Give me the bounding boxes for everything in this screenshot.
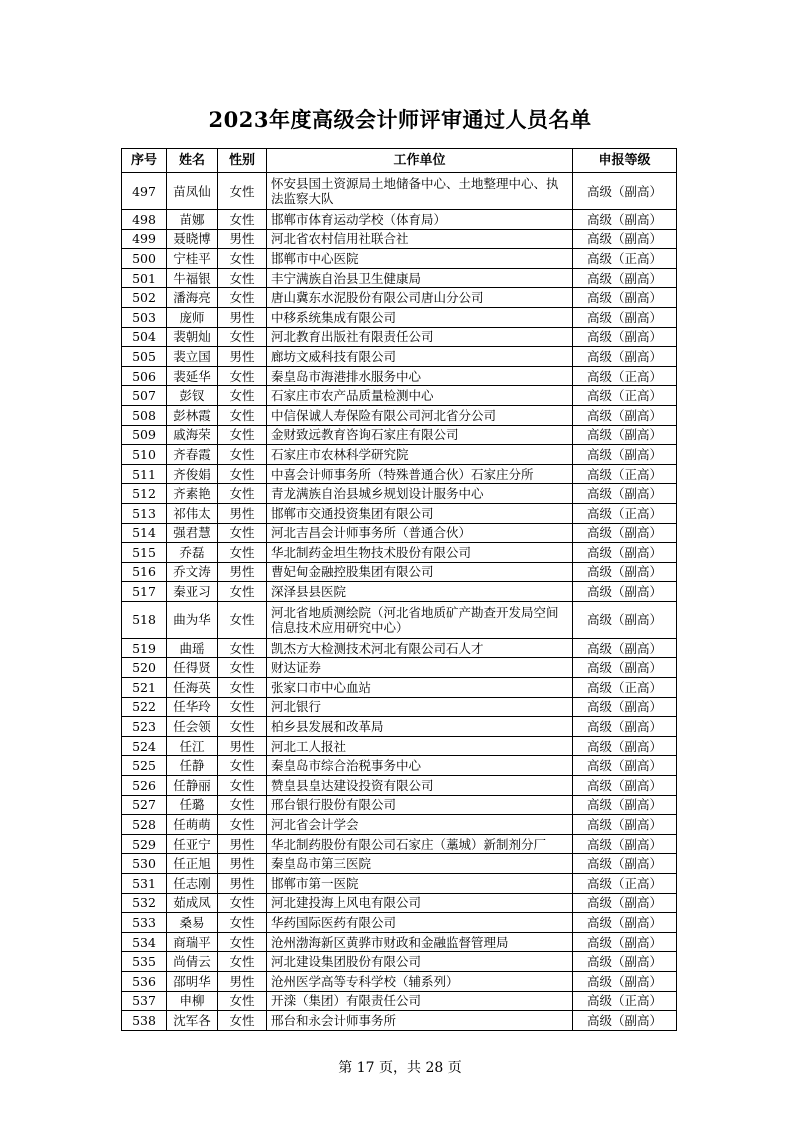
cell-gender: 女性: [218, 658, 267, 678]
table-row: [122, 249, 677, 269]
table-row: [122, 678, 677, 698]
cell-gender: 女性: [218, 756, 267, 776]
cell-application-level: 高级（正高）: [573, 874, 677, 894]
cell-work-unit: 石家庄市农产品质量检测中心: [267, 386, 573, 406]
cell-application-level: 高级（副高）: [573, 913, 677, 933]
cell-application-level: 高级（副高）: [573, 582, 677, 602]
cell-gender: 女性: [218, 582, 267, 602]
cell-serial-number: 504: [122, 327, 167, 347]
cell-work-unit: 邢台银行股份有限公司: [267, 795, 573, 815]
cell-name: 尚倩云: [167, 952, 218, 972]
cell-serial-number: 534: [122, 932, 167, 952]
cell-name: 申柳: [167, 991, 218, 1011]
cell-name: 裴立国: [167, 347, 218, 367]
table-row: [122, 425, 677, 445]
cell-work-unit: 河北省农村信用社联合社: [267, 229, 573, 249]
table-row: [122, 347, 677, 367]
cell-serial-number: 507: [122, 386, 167, 406]
cell-work-unit: 怀安县国土资源局土地储备中心、土地整理中心、执法监察大队: [267, 173, 573, 210]
cell-serial-number: 527: [122, 795, 167, 815]
cell-work-unit: 河北省会计学会: [267, 815, 573, 835]
cell-gender: 女性: [218, 249, 267, 269]
table-row: [122, 582, 677, 602]
table-row: [122, 445, 677, 465]
cell-serial-number: 498: [122, 210, 167, 230]
cell-name: 任静: [167, 756, 218, 776]
cell-name: 齐俊娟: [167, 464, 218, 484]
cell-application-level: 高级（副高）: [573, 697, 677, 717]
cell-work-unit: 张家口市中心血站: [267, 678, 573, 698]
cell-gender: 女性: [218, 484, 267, 504]
cell-work-unit: 河北教育出版社有限责任公司: [267, 327, 573, 347]
table-row: [122, 386, 677, 406]
table-row: [122, 484, 677, 504]
cell-work-unit: 中移系统集成有限公司: [267, 307, 573, 327]
cell-serial-number: 512: [122, 484, 167, 504]
cell-serial-number: 531: [122, 874, 167, 894]
cell-serial-number: 518: [122, 601, 167, 638]
table-row: [122, 893, 677, 913]
cell-serial-number: 515: [122, 543, 167, 563]
cell-name: 任海英: [167, 678, 218, 698]
cell-gender: 女性: [218, 795, 267, 815]
cell-gender: 女性: [218, 1011, 267, 1031]
table-row: [122, 991, 677, 1011]
page-title: 2023年度高级会计师评审通过人员名单: [208, 107, 592, 132]
table-row: [122, 697, 677, 717]
cell-work-unit: 中喜会计师事务所（特殊普通合伙）石家庄分所: [267, 464, 573, 484]
table-row: [122, 562, 677, 582]
cell-work-unit: 邯郸市体育运动学校（体育局）: [267, 210, 573, 230]
cell-gender: 女性: [218, 678, 267, 698]
cell-work-unit: 华药国际医药有限公司: [267, 913, 573, 933]
cell-application-level: 高级（副高）: [573, 288, 677, 308]
cell-name: 沈军各: [167, 1011, 218, 1031]
cell-name: 戚海荣: [167, 425, 218, 445]
cell-application-level: 高级（副高）: [573, 347, 677, 367]
header-work-unit: 工作单位: [267, 149, 573, 173]
table-row: [122, 638, 677, 658]
cell-name: 任会领: [167, 717, 218, 737]
cell-application-level: 高级（正高）: [573, 464, 677, 484]
cell-application-level: 高级（副高）: [573, 717, 677, 737]
table-row: [122, 523, 677, 543]
cell-serial-number: 514: [122, 523, 167, 543]
cell-application-level: 高级（副高）: [573, 210, 677, 230]
cell-gender: 女性: [218, 893, 267, 913]
cell-application-level: 高级（副高）: [573, 307, 677, 327]
cell-application-level: 高级（副高）: [573, 893, 677, 913]
cell-application-level: 高级（副高）: [573, 834, 677, 854]
table-row: [122, 717, 677, 737]
table-row: [122, 307, 677, 327]
cell-name: 任正旭: [167, 854, 218, 874]
cell-serial-number: 513: [122, 503, 167, 523]
cell-name: 茹成凤: [167, 893, 218, 913]
cell-serial-number: 500: [122, 249, 167, 269]
cell-gender: 男性: [218, 834, 267, 854]
cell-name: 苗凤仙: [167, 173, 218, 210]
cell-gender: 男性: [218, 874, 267, 894]
cell-work-unit: 邯郸市第一医院: [267, 874, 573, 894]
cell-gender: 男性: [218, 307, 267, 327]
cell-name: 任萌萌: [167, 815, 218, 835]
cell-name: 彭钗: [167, 386, 218, 406]
cell-work-unit: 华北制药金坦生物技术股份有限公司: [267, 543, 573, 563]
cell-work-unit: 深泽县县医院: [267, 582, 573, 602]
cell-application-level: 高级（副高）: [573, 543, 677, 563]
cell-name: 裴朝灿: [167, 327, 218, 347]
cell-application-level: 高级（副高）: [573, 1011, 677, 1031]
cell-gender: 男性: [218, 503, 267, 523]
cell-gender: 女性: [218, 288, 267, 308]
cell-application-level: 高级（正高）: [573, 678, 677, 698]
cell-work-unit: 金财致远教育咨询石家庄有限公司: [267, 425, 573, 445]
header-application-level: 申报等级: [573, 149, 677, 173]
cell-name: 裴延华: [167, 366, 218, 386]
cell-gender: 女性: [218, 717, 267, 737]
cell-application-level: 高级（副高）: [573, 425, 677, 445]
cell-gender: 女性: [218, 638, 267, 658]
cell-serial-number: 522: [122, 697, 167, 717]
cell-application-level: 高级（副高）: [573, 776, 677, 796]
cell-serial-number: 519: [122, 638, 167, 658]
cell-application-level: 高级（副高）: [573, 268, 677, 288]
cell-name: 任璐: [167, 795, 218, 815]
cell-work-unit: 华北制药股份有限公司石家庄（藁城）新制剂分厂: [267, 834, 573, 854]
table-row: [122, 971, 677, 991]
table-row: [122, 464, 677, 484]
cell-application-level: 高级（副高）: [573, 229, 677, 249]
cell-work-unit: 沧州渤海新区黄骅市财政和金融监督管理局: [267, 932, 573, 952]
cell-serial-number: 509: [122, 425, 167, 445]
cell-gender: 女性: [218, 932, 267, 952]
table-row: [122, 405, 677, 425]
cell-serial-number: 528: [122, 815, 167, 835]
cell-application-level: 高级（副高）: [573, 971, 677, 991]
cell-name: 强君慧: [167, 523, 218, 543]
cell-name: 牛福银: [167, 268, 218, 288]
cell-work-unit: 河北建投海上风电有限公司: [267, 893, 573, 913]
page-footer: 第 17 页，共 28 页: [338, 1060, 462, 1076]
cell-serial-number: 517: [122, 582, 167, 602]
cell-name: 任志刚: [167, 874, 218, 894]
table-row: [122, 210, 677, 230]
table-row: [122, 601, 677, 638]
cell-application-level: 高级（副高）: [573, 601, 677, 638]
table-row: [122, 815, 677, 835]
cell-serial-number: 529: [122, 834, 167, 854]
cell-work-unit: 赞皇县皇达建设投资有限公司: [267, 776, 573, 796]
cell-name: 任江: [167, 736, 218, 756]
cell-application-level: 高级（副高）: [573, 562, 677, 582]
cell-name: 任亚宁: [167, 834, 218, 854]
table-row: [122, 173, 677, 210]
cell-serial-number: 533: [122, 913, 167, 933]
table-row: [122, 913, 677, 933]
cell-gender: 女性: [218, 913, 267, 933]
cell-work-unit: 秦皇岛市第三医院: [267, 854, 573, 874]
cell-gender: 女性: [218, 523, 267, 543]
cell-application-level: 高级（副高）: [573, 952, 677, 972]
cell-name: 彭林霞: [167, 405, 218, 425]
cell-application-level: 高级（副高）: [573, 736, 677, 756]
table-row: [122, 776, 677, 796]
table-row: [122, 366, 677, 386]
cell-gender: 男性: [218, 562, 267, 582]
cell-gender: 女性: [218, 210, 267, 230]
cell-application-level: 高级（副高）: [573, 405, 677, 425]
cell-gender: 男性: [218, 347, 267, 367]
table-row: [122, 1011, 677, 1031]
cell-gender: 男性: [218, 854, 267, 874]
cell-gender: 女性: [218, 543, 267, 563]
cell-serial-number: 508: [122, 405, 167, 425]
cell-work-unit: 河北银行: [267, 697, 573, 717]
cell-serial-number: 511: [122, 464, 167, 484]
table-row: [122, 932, 677, 952]
cell-name: 任得贤: [167, 658, 218, 678]
cell-gender: 女性: [218, 815, 267, 835]
cell-application-level: 高级（副高）: [573, 484, 677, 504]
cell-gender: 女性: [218, 327, 267, 347]
table-row: [122, 288, 677, 308]
cell-serial-number: 532: [122, 893, 167, 913]
table-row: [122, 834, 677, 854]
cell-application-level: 高级（正高）: [573, 991, 677, 1011]
cell-name: 宁桂平: [167, 249, 218, 269]
cell-serial-number: 530: [122, 854, 167, 874]
cell-serial-number: 499: [122, 229, 167, 249]
cell-gender: 女性: [218, 952, 267, 972]
cell-gender: 女性: [218, 366, 267, 386]
cell-serial-number: 502: [122, 288, 167, 308]
table-row: [122, 503, 677, 523]
cell-name: 齐春霞: [167, 445, 218, 465]
cell-work-unit: 邯郸市中心医院: [267, 249, 573, 269]
table-row: [122, 658, 677, 678]
cell-application-level: 高级（副高）: [573, 523, 677, 543]
cell-gender: 女性: [218, 425, 267, 445]
cell-name: 乔磊: [167, 543, 218, 563]
cell-serial-number: 503: [122, 307, 167, 327]
cell-application-level: 高级（副高）: [573, 327, 677, 347]
cell-application-level: 高级（正高）: [573, 249, 677, 269]
cell-work-unit: 廊坊文威科技有限公司: [267, 347, 573, 367]
table-row: [122, 874, 677, 894]
cell-application-level: 高级（副高）: [573, 173, 677, 210]
cell-gender: 女性: [218, 173, 267, 210]
cell-work-unit: 中信保诚人寿保险有限公司河北省分公司: [267, 405, 573, 425]
cell-application-level: 高级（副高）: [573, 795, 677, 815]
cell-application-level: 高级（副高）: [573, 445, 677, 465]
cell-serial-number: 501: [122, 268, 167, 288]
header-name: 姓名: [167, 149, 218, 173]
cell-application-level: 高级（正高）: [573, 386, 677, 406]
cell-application-level: 高级（副高）: [573, 854, 677, 874]
cell-gender: 女性: [218, 601, 267, 638]
cell-serial-number: 497: [122, 173, 167, 210]
cell-gender: 男性: [218, 971, 267, 991]
cell-name: 商瑞平: [167, 932, 218, 952]
cell-name: 秦亚习: [167, 582, 218, 602]
table-header-row: [122, 149, 677, 173]
cell-gender: 女性: [218, 268, 267, 288]
cell-gender: 男性: [218, 229, 267, 249]
cell-serial-number: 538: [122, 1011, 167, 1031]
table-row: [122, 229, 677, 249]
table-row: [122, 756, 677, 776]
cell-work-unit: 河北建设集团股份有限公司: [267, 952, 573, 972]
cell-serial-number: 523: [122, 717, 167, 737]
table-row: [122, 795, 677, 815]
cell-name: 任华玲: [167, 697, 218, 717]
cell-application-level: 高级（副高）: [573, 638, 677, 658]
cell-work-unit: 秦皇岛市综合治税事务中心: [267, 756, 573, 776]
cell-work-unit: 财达证券: [267, 658, 573, 678]
cell-name: 曲为华: [167, 601, 218, 638]
table-row: [122, 327, 677, 347]
cell-gender: 女性: [218, 697, 267, 717]
table-row: [122, 543, 677, 563]
cell-application-level: 高级（正高）: [573, 366, 677, 386]
cell-gender: 女性: [218, 445, 267, 465]
cell-name: 邵明华: [167, 971, 218, 991]
cell-serial-number: 526: [122, 776, 167, 796]
cell-name: 乔文涛: [167, 562, 218, 582]
cell-name: 庞师: [167, 307, 218, 327]
cell-name: 曲瑶: [167, 638, 218, 658]
cell-gender: 女性: [218, 776, 267, 796]
cell-work-unit: 河北省地质测绘院（河北省地质矿产勘查开发局空间信息技术应用研究中心）: [267, 601, 573, 638]
header-gender: 性别: [218, 149, 267, 173]
cell-work-unit: 邯郸市交通投资集团有限公司: [267, 503, 573, 523]
cell-serial-number: 516: [122, 562, 167, 582]
cell-work-unit: 唐山冀东水泥股份有限公司唐山分公司: [267, 288, 573, 308]
cell-serial-number: 525: [122, 756, 167, 776]
cell-serial-number: 537: [122, 991, 167, 1011]
cell-name: 聂晓博: [167, 229, 218, 249]
cell-name: 齐素艳: [167, 484, 218, 504]
cell-application-level: 高级（正高）: [573, 503, 677, 523]
cell-gender: 男性: [218, 736, 267, 756]
table-row: [122, 268, 677, 288]
cell-work-unit: 石家庄市农林科学研究院: [267, 445, 573, 465]
cell-application-level: 高级（副高）: [573, 658, 677, 678]
table-row: [122, 854, 677, 874]
cell-work-unit: 凯杰方大检测技术河北有限公司石人才: [267, 638, 573, 658]
table-row: [122, 952, 677, 972]
cell-application-level: 高级（副高）: [573, 932, 677, 952]
cell-name: 潘海亮: [167, 288, 218, 308]
cell-work-unit: 沧州医学高等专科学校（辅系列）: [267, 971, 573, 991]
cell-application-level: 高级（副高）: [573, 815, 677, 835]
cell-work-unit: 柏乡县发展和改革局: [267, 717, 573, 737]
cell-serial-number: 510: [122, 445, 167, 465]
cell-gender: 女性: [218, 991, 267, 1011]
cell-name: 苗娜: [167, 210, 218, 230]
cell-work-unit: 曹妃甸金融控股集团有限公司: [267, 562, 573, 582]
cell-gender: 女性: [218, 405, 267, 425]
cell-work-unit: 青龙满族自治县城乡规划设计服务中心: [267, 484, 573, 504]
table-row: [122, 736, 677, 756]
cell-work-unit: 开滦（集团）有限责任公司: [267, 991, 573, 1011]
cell-work-unit: 丰宁满族自治县卫生健康局: [267, 268, 573, 288]
cell-work-unit: 邢台和永会计师事务所: [267, 1011, 573, 1031]
cell-name: 祁伟太: [167, 503, 218, 523]
cell-serial-number: 535: [122, 952, 167, 972]
cell-serial-number: 524: [122, 736, 167, 756]
cell-gender: 女性: [218, 464, 267, 484]
cell-name: 桑易: [167, 913, 218, 933]
approved-personnel-table: [121, 148, 677, 1031]
cell-gender: 女性: [218, 386, 267, 406]
cell-work-unit: 秦皇岛市海港排水服务中心: [267, 366, 573, 386]
cell-application-level: 高级（副高）: [573, 756, 677, 776]
cell-serial-number: 506: [122, 366, 167, 386]
cell-work-unit: 河北工人报社: [267, 736, 573, 756]
cell-serial-number: 520: [122, 658, 167, 678]
cell-serial-number: 536: [122, 971, 167, 991]
header-serial-number: 序号: [122, 149, 167, 173]
cell-work-unit: 河北吉昌会计师事务所（普通合伙）: [267, 523, 573, 543]
cell-name: 任静丽: [167, 776, 218, 796]
cell-serial-number: 505: [122, 347, 167, 367]
cell-serial-number: 521: [122, 678, 167, 698]
